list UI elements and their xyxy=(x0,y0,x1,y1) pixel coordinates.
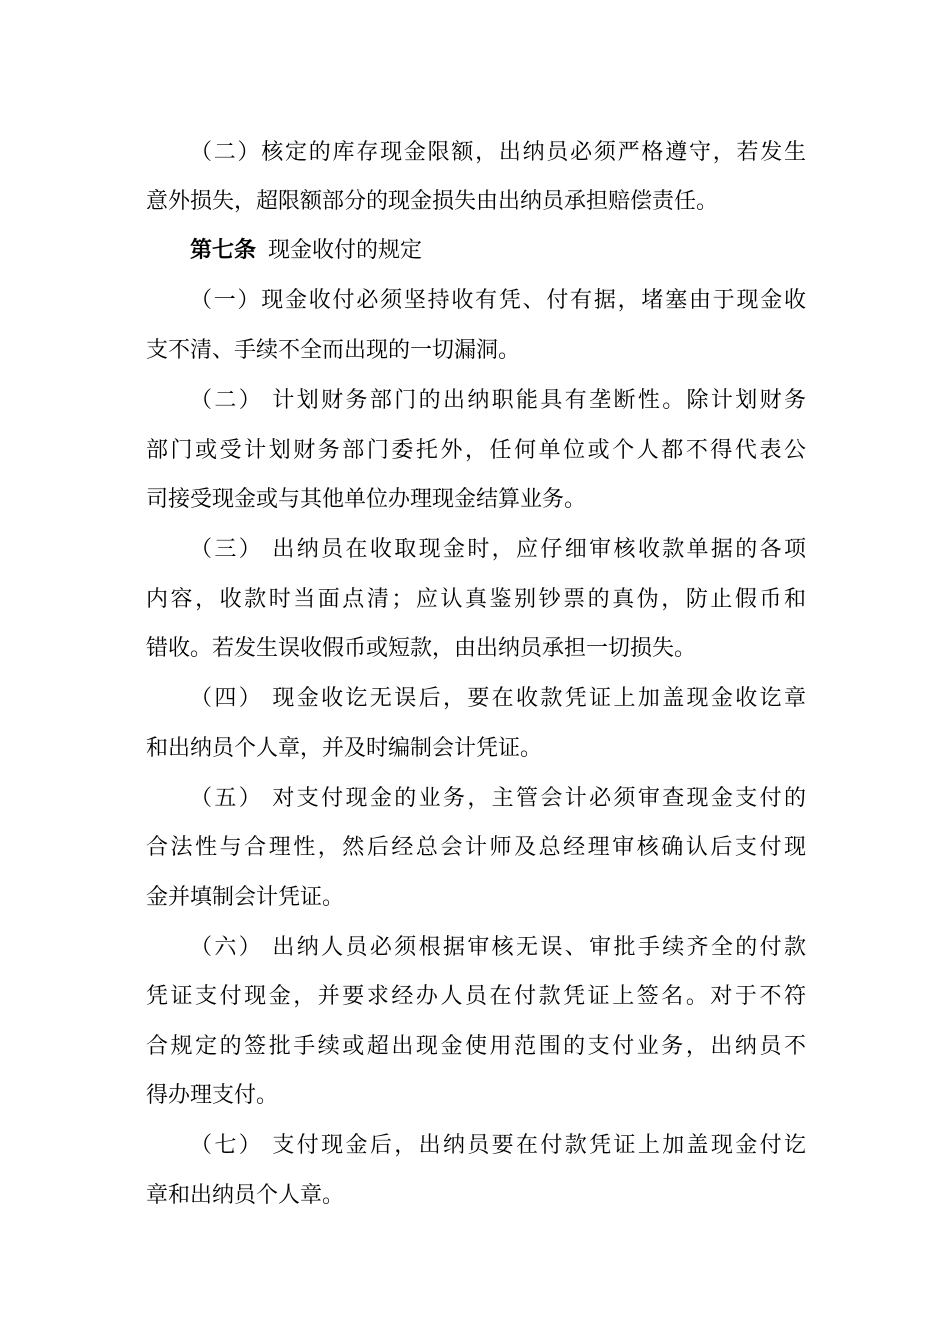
paragraph-line: 合法性与合理性，然后经总会计师及总经理审核确认后支付现 xyxy=(146,835,806,860)
paragraph-line: 和出纳员个人章，并及时编制会计凭证。 xyxy=(146,736,543,761)
paragraph-line: 意外损失，超限额部分的现金损失由出纳员承担赔偿责任。 xyxy=(146,189,719,214)
paragraph-line: 合规定的签批手续或超出现金使用范围的支付业务，出纳员不 xyxy=(146,1034,806,1059)
paragraph-line: （七） 支付现金后，出纳员要在付款凭证上加盖现金付讫 xyxy=(190,1133,806,1158)
paragraph-line: 金并填制会计凭证。 xyxy=(146,885,345,910)
paragraph-line: 错收。若发生误收假币或短款，由出纳员承担一切损失。 xyxy=(146,636,697,661)
paragraph-line: 部门或受计划财务部门委托外，任何单位或个人都不得代表公 xyxy=(146,438,806,463)
paragraph-line: 凭证支付现金，并要求经办人员在付款凭证上签名。对于不符 xyxy=(146,984,806,1009)
paragraph-line: 得办理支付。 xyxy=(146,1083,279,1108)
paragraph-line: （三） 出纳员在收取现金时，应仔细审核收款单据的各项 xyxy=(190,537,806,562)
paragraph-line: 支不清、手续不全而出现的一切漏洞。 xyxy=(146,338,521,363)
article-heading xyxy=(190,236,422,266)
paragraph-line: 司接受现金或与其他单位办理现金结算业务。 xyxy=(146,487,587,512)
paragraph-line: 章和出纳员个人章。 xyxy=(146,1183,345,1208)
paragraph-line: （六） 出纳人员必须根据审核无误、审批手续齐全的付款 xyxy=(190,935,806,960)
paragraph-line: 内容，收款时当面点清；应认真鉴别钞票的真伪，防止假币和 xyxy=(146,587,806,612)
article-title: 现金收付的规定 xyxy=(268,238,423,263)
paragraph-line: （二） 计划财务部门的出纳职能具有垄断性。除计划财务 xyxy=(190,388,806,413)
paragraph-line: （四） 现金收讫无误后，要在收款凭证上加盖现金收讫章 xyxy=(190,686,806,711)
article-number: 第七条 xyxy=(190,238,257,263)
paragraph-line: （一）现金收付必须坚持收有凭、付有据，堵塞由于现金收 xyxy=(190,288,806,313)
paragraph-line: （五） 对支付现金的业务，主管会计必须审查现金支付的 xyxy=(190,786,806,811)
paragraph-line: （二）核定的库存现金限额，出纳员必须严格遵守，若发生 xyxy=(190,140,806,165)
